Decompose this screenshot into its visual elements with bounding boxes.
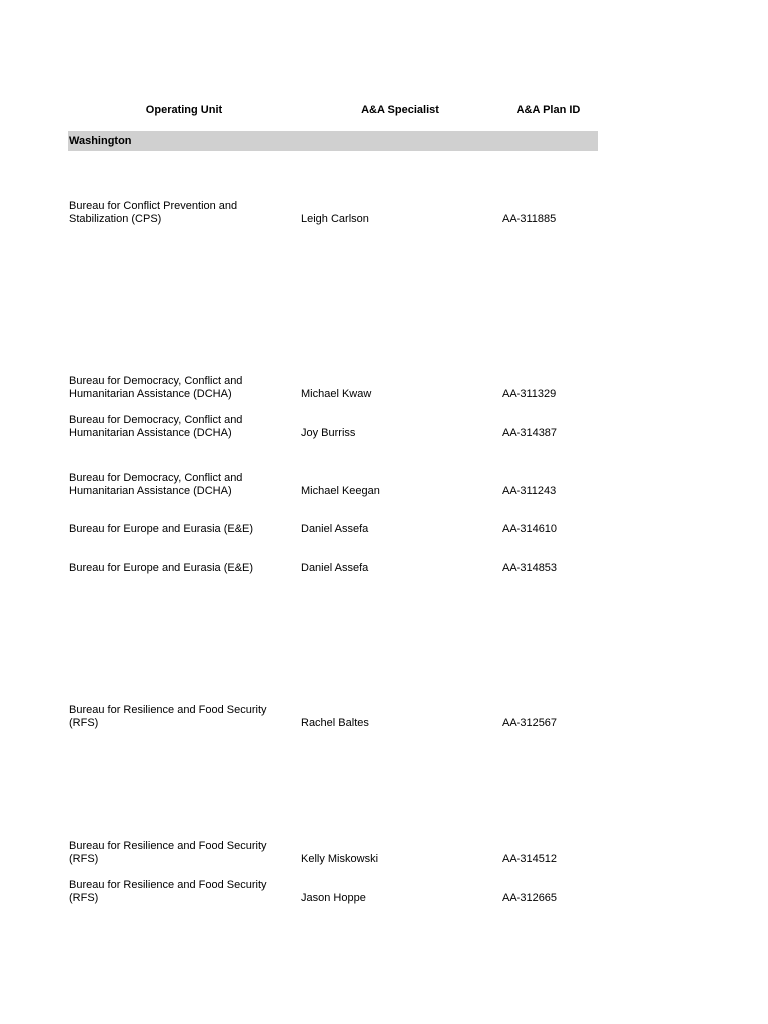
column-header-operating-unit: Operating Unit: [145, 104, 223, 116]
column-header-plan-id: A&A Plan ID: [516, 104, 581, 116]
operating-unit-cell: Bureau for Europe and Eurasia (E&E): [69, 523, 254, 535]
operating-unit-cell: Bureau for Resilience and Food Security (RFS): [69, 840, 267, 865]
operating-unit-cell: Bureau for Democracy, Conflict and Humanitarian Assistance (DCHA): [69, 375, 243, 400]
operating-unit-cell: Bureau for Resilience and Food Security (RFS): [69, 879, 267, 904]
plan-id-cell: AA-314387: [502, 427, 558, 439]
plan-id-cell: AA-311885: [502, 213, 557, 225]
specialist-cell: Kelly Miskowski: [301, 853, 379, 865]
specialist-cell: Daniel Assefa: [301, 562, 369, 574]
plan-id-cell: AA-314853: [502, 562, 558, 574]
plan-id-cell: AA-312665: [502, 892, 558, 904]
column-header-specialist: A&A Specialist: [361, 104, 439, 116]
table-row: [0, 200, 768, 226]
specialist-cell: Michael Keegan: [301, 485, 380, 497]
table-row: [0, 414, 768, 440]
table-row: [0, 704, 768, 730]
specialist-cell: Joy Burriss: [301, 427, 356, 439]
operating-unit-cell: Bureau for Europe and Eurasia (E&E): [69, 562, 254, 574]
specialist-cell: Leigh Carlson: [301, 213, 369, 225]
plan-id-cell: AA-311329: [502, 388, 557, 400]
table-row: [0, 523, 768, 549]
table-row: [0, 840, 768, 866]
operating-unit-cell: Bureau for Democracy, Conflict and Humanitarian Assistance (DCHA): [69, 414, 243, 439]
specialist-cell: Jason Hoppe: [301, 892, 366, 904]
plan-id-cell: AA-314512: [502, 853, 558, 865]
section-header-label: Washington: [69, 135, 132, 147]
operating-unit-cell: Bureau for Democracy, Conflict and Humanitarian Assistance (DCHA): [69, 472, 243, 497]
plan-id-cell: AA-314610: [502, 523, 558, 535]
plan-id-cell: AA-312567: [502, 717, 558, 729]
table-row: [0, 879, 768, 905]
table-row: [0, 375, 768, 401]
operating-unit-cell: Bureau for Resilience and Food Security (RFS): [69, 704, 267, 729]
specialist-cell: Rachel Baltes: [301, 717, 369, 729]
specialist-cell: Michael Kwaw: [301, 388, 372, 400]
section-header-bar: [68, 131, 598, 151]
table-row: [0, 562, 768, 588]
plan-id-cell: AA-311243: [502, 485, 557, 497]
specialist-cell: Daniel Assefa: [301, 523, 369, 535]
table-row: [0, 472, 768, 498]
operating-unit-cell: Bureau for Conflict Prevention and Stabilization (CPS): [69, 200, 238, 225]
